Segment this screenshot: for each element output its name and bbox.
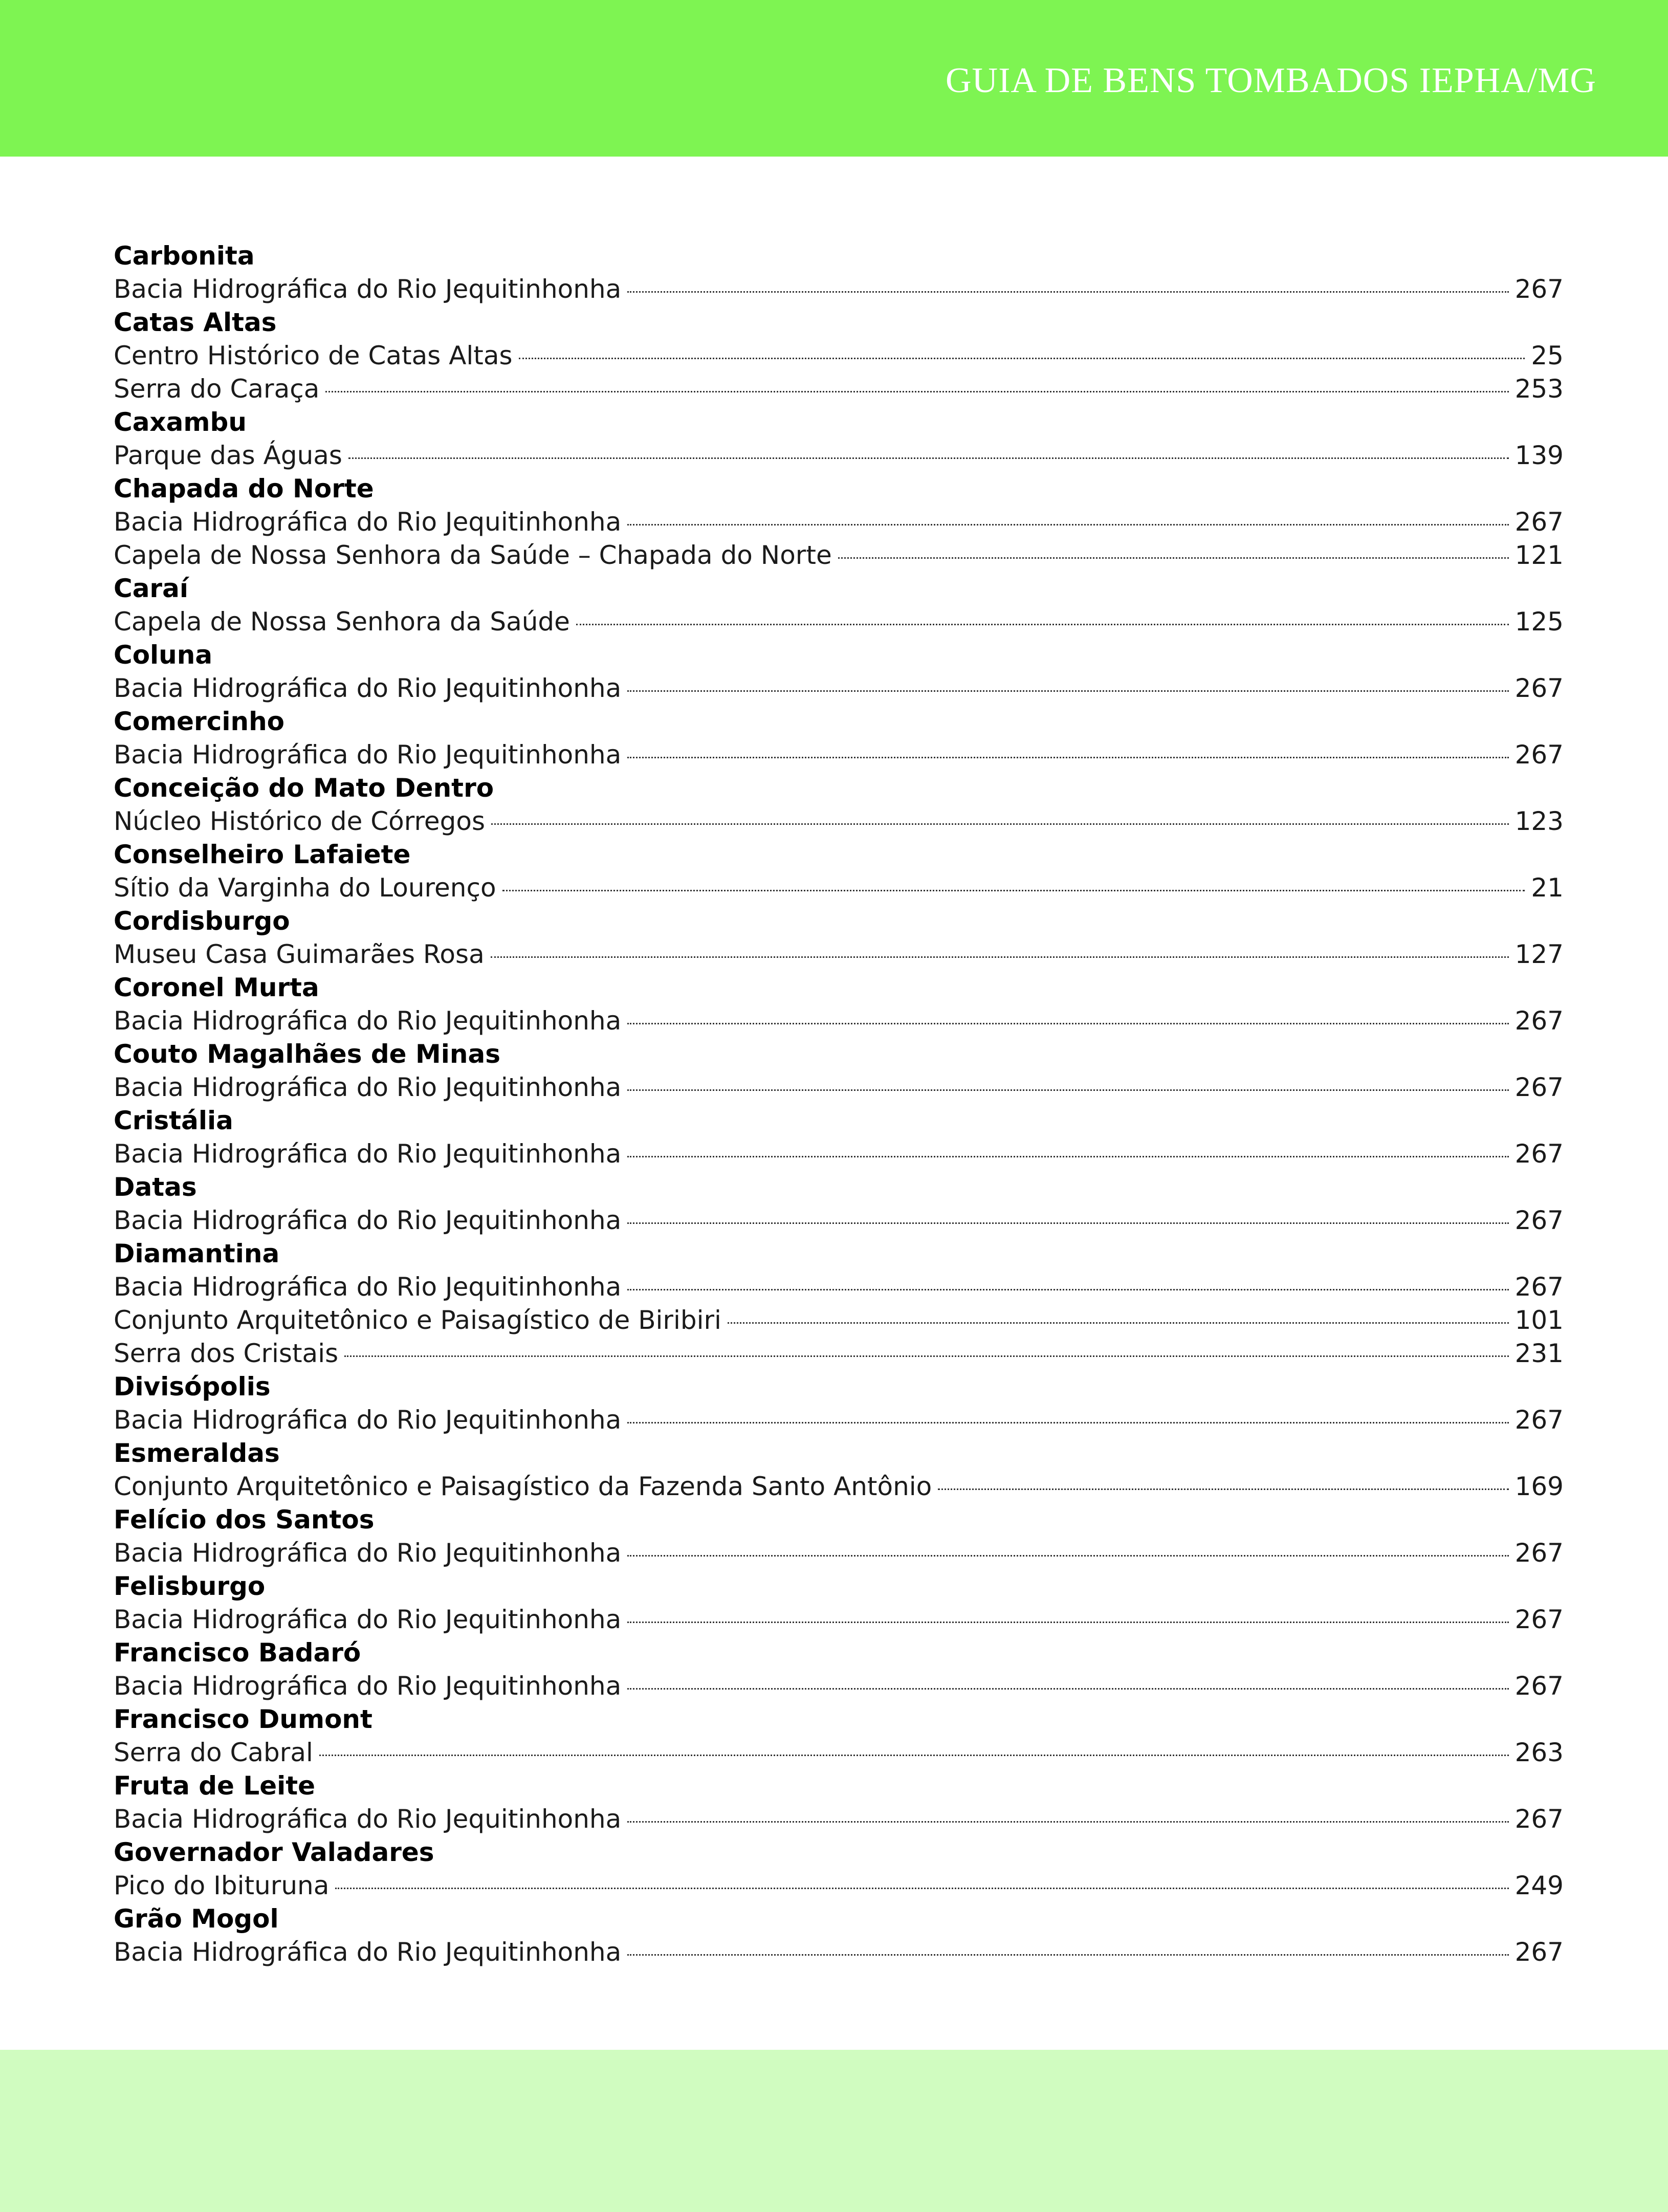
page-number: 267 — [1515, 1272, 1564, 1302]
entry-title: Bacia Hidrográfica do Rio Jequitinhonha — [114, 1272, 622, 1302]
index-entry — [114, 1736, 1564, 1769]
index-entry — [114, 1603, 1564, 1636]
page-number: 267 — [1515, 274, 1564, 304]
dot-leader — [627, 291, 1508, 293]
dot-leader — [938, 1488, 1508, 1490]
entry-title: Bacia Hidrográfica do Rio Jequitinhonha — [114, 740, 622, 770]
city-heading: Conceição do Mato Dentro — [114, 773, 494, 803]
index-entry — [114, 1204, 1564, 1237]
dot-leader — [627, 1023, 1508, 1024]
page-number: 267 — [1515, 1605, 1564, 1634]
entry-title: Pico do Ibituruna — [114, 1871, 330, 1900]
city-heading: Cordisburgo — [114, 906, 290, 936]
city-heading: Francisco Badaró — [114, 1638, 361, 1668]
entry-title: Bacia Hidrográfica do Rio Jequitinhonha — [114, 1006, 622, 1036]
page-number: 267 — [1515, 1538, 1564, 1568]
entry-title: Parque das Águas — [114, 441, 342, 470]
dot-leader — [627, 1622, 1508, 1623]
index-entry — [114, 1404, 1564, 1437]
dot-leader — [627, 757, 1508, 758]
city-heading: Caxambu — [114, 407, 247, 437]
page-number: 267 — [1515, 1937, 1564, 1967]
index-entry — [114, 539, 1564, 572]
entry-title: Serra dos Cristais — [114, 1339, 339, 1368]
entry-title: Bacia Hidrográfica do Rio Jequitinhonha — [114, 1206, 622, 1235]
dot-leader — [627, 1156, 1508, 1157]
page-number: 125 — [1515, 607, 1564, 637]
dot-leader — [519, 358, 1525, 359]
dot-leader — [335, 1888, 1508, 1889]
city-heading: Felisburgo — [114, 1571, 266, 1601]
city-heading: Comercinho — [114, 707, 285, 736]
index-entry — [114, 805, 1564, 838]
entry-title: Museu Casa Guimarães Rosa — [114, 939, 485, 969]
page-number: 267 — [1515, 1405, 1564, 1435]
entry-title: Capela de Nossa Senhora da Saúde — [114, 607, 570, 637]
index-entry — [114, 506, 1564, 539]
dot-leader — [838, 557, 1509, 559]
dot-leader — [627, 1821, 1508, 1823]
page-number: 21 — [1531, 873, 1564, 903]
city-heading: Esmeraldas — [114, 1438, 280, 1468]
city-heading: Carbonita — [114, 241, 255, 271]
entry-title: Bacia Hidrográfica do Rio Jequitinhonha — [114, 1804, 622, 1834]
entry-title: Bacia Hidrográfica do Rio Jequitinhonha — [114, 1139, 622, 1169]
dot-leader — [502, 890, 1525, 891]
dot-leader — [491, 956, 1509, 958]
index-entry — [114, 1304, 1564, 1337]
index-entry — [114, 1137, 1564, 1171]
index-entry — [114, 1271, 1564, 1304]
entry-title: Bacia Hidrográfica do Rio Jequitinhonha — [114, 1605, 622, 1634]
index-entry — [114, 1936, 1564, 1969]
index-list — [114, 239, 1564, 1969]
page-number: 267 — [1515, 1139, 1564, 1169]
header-band — [0, 0, 1668, 157]
page-number: 267 — [1515, 1072, 1564, 1102]
entry-title: Núcleo Histórico de Córregos — [114, 806, 486, 836]
index-entry — [114, 1670, 1564, 1703]
city-heading: Datas — [114, 1172, 197, 1202]
entry-title: Bacia Hidrográfica do Rio Jequitinhonha — [114, 1072, 622, 1102]
entry-title: Serra do Caraça — [114, 374, 320, 404]
dot-leader — [627, 1289, 1508, 1290]
city-heading: Fruta de Leite — [114, 1771, 316, 1801]
city-heading: Grão Mogol — [114, 1904, 279, 1934]
entry-title: Bacia Hidrográfica do Rio Jequitinhonha — [114, 1538, 622, 1568]
dot-leader — [627, 1954, 1508, 1956]
index-entry — [114, 938, 1564, 971]
entry-title: Bacia Hidrográfica do Rio Jequitinhonha — [114, 1671, 622, 1701]
index-entry — [114, 1537, 1564, 1570]
dot-leader — [627, 1555, 1508, 1557]
dot-leader — [627, 690, 1508, 692]
dot-leader — [728, 1322, 1509, 1324]
page-number: 231 — [1515, 1339, 1564, 1368]
dot-leader — [576, 624, 1509, 625]
footer-band — [0, 2050, 1668, 2212]
page-number: 267 — [1515, 1671, 1564, 1701]
index-entry — [114, 1803, 1564, 1836]
page-number: 121 — [1515, 540, 1564, 570]
dot-leader — [627, 524, 1508, 525]
city-heading: Francisco Dumont — [114, 1704, 372, 1734]
dot-leader — [348, 457, 1509, 459]
page-number: 267 — [1515, 507, 1564, 537]
page-number: 139 — [1515, 441, 1564, 470]
city-heading: Governador Valadares — [114, 1837, 434, 1867]
entry-title: Bacia Hidrográfica do Rio Jequitinhonha — [114, 673, 622, 703]
page-number: 123 — [1515, 806, 1564, 836]
city-heading: Felício dos Santos — [114, 1505, 375, 1535]
header-title: GUIA DE BENS TOMBADOS IEPHA/MG — [946, 61, 1596, 100]
index-entry — [114, 1470, 1564, 1503]
entry-title: Bacia Hidrográfica do Rio Jequitinhonha — [114, 274, 622, 304]
city-heading: Chapada do Norte — [114, 474, 374, 503]
entry-title: Sítio da Varginha do Lourenço — [114, 873, 496, 903]
index-entry — [114, 439, 1564, 472]
city-heading: Couto Magalhães de Minas — [114, 1039, 500, 1069]
entry-title: Conjunto Arquitetônico e Paisagístico da Fazenda Santo Antônio — [114, 1472, 932, 1501]
dot-leader — [627, 1422, 1508, 1423]
city-heading: Conselheiro Lafaiete — [114, 840, 411, 869]
city-heading: Diamantina — [114, 1239, 280, 1268]
page-number: 127 — [1515, 939, 1564, 969]
entry-title: Serra do Cabral — [114, 1738, 313, 1767]
page-number: 249 — [1515, 1871, 1564, 1900]
dot-leader — [491, 823, 1509, 825]
page-number: 25 — [1531, 341, 1564, 370]
dot-leader — [627, 1089, 1508, 1091]
entry-title: Bacia Hidrográfica do Rio Jequitinhonha — [114, 1937, 622, 1967]
page-number: 101 — [1515, 1305, 1564, 1335]
dot-leader — [627, 1688, 1508, 1690]
entry-title: Bacia Hidrográfica do Rio Jequitinhonha — [114, 507, 622, 537]
page-number: 253 — [1515, 374, 1564, 404]
index-entry — [114, 1337, 1564, 1370]
entry-title: Centro Histórico de Catas Altas — [114, 341, 513, 370]
index-entry — [114, 605, 1564, 639]
index-entry — [114, 1071, 1564, 1104]
entry-title: Capela de Nossa Senhora da Saúde – Chapada do Norte — [114, 540, 832, 570]
dot-leader — [325, 391, 1508, 392]
city-heading: Divisópolis — [114, 1372, 271, 1401]
dot-leader — [319, 1755, 1509, 1756]
city-heading: Cristália — [114, 1106, 233, 1135]
index-entry — [114, 672, 1564, 705]
city-heading: Catas Altas — [114, 308, 277, 337]
city-heading: Caraí — [114, 574, 188, 603]
page-number: 267 — [1515, 1006, 1564, 1036]
page-number: 263 — [1515, 1738, 1564, 1767]
dot-leader — [344, 1355, 1508, 1357]
index-entry — [114, 738, 1564, 772]
index-entry — [114, 339, 1564, 373]
entry-title: Bacia Hidrográfica do Rio Jequitinhonha — [114, 1405, 622, 1435]
index-entry — [114, 373, 1564, 406]
page-number: 267 — [1515, 1206, 1564, 1235]
dot-leader — [627, 1222, 1508, 1224]
index-entry — [114, 273, 1564, 306]
city-heading: Coronel Murta — [114, 973, 319, 1002]
city-heading: Coluna — [114, 640, 213, 670]
index-entry — [114, 871, 1564, 905]
entry-title: Conjunto Arquitetônico e Paisagístico de Biribiri — [114, 1305, 721, 1335]
page-number: 267 — [1515, 740, 1564, 770]
index-entry — [114, 1869, 1564, 1902]
page-number: 267 — [1515, 1804, 1564, 1834]
index-entry — [114, 1004, 1564, 1038]
page-number: 169 — [1515, 1472, 1564, 1501]
page-number: 267 — [1515, 673, 1564, 703]
